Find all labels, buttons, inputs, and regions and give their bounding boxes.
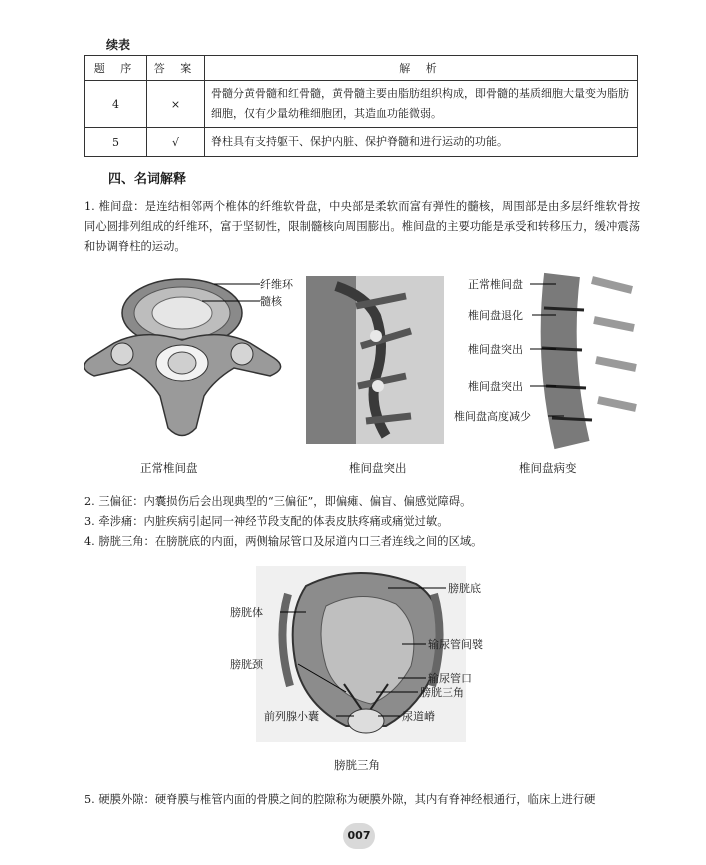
col-header-explanation: 解 析: [205, 56, 638, 81]
row-explanation: 脊柱具有支持躯干、保护内脏、保护脊髓和进行运动的功能。: [205, 128, 638, 157]
caption-bladder-trigone: 膀胱三角: [334, 758, 380, 772]
label-disc-herniation-2: 椎间盘突出: [468, 380, 523, 393]
row-answer: √: [147, 128, 205, 157]
label-annulus-fibrosus: 纤维环: [260, 278, 293, 291]
label-disc-degeneration: 椎间盘退化: [468, 309, 523, 322]
col-header-answer: 答 案: [147, 56, 205, 81]
definition-item-3: 3. 牵涉痛：内脏疾病引起同一神经节段支配的体表皮肤疼痛或痛觉过敏。: [84, 515, 449, 528]
section-title: 四、名词解释: [108, 172, 187, 187]
label-disc-herniation-1: 椎间盘突出: [468, 343, 523, 356]
label-nucleus-pulposus: 髓核: [260, 295, 282, 308]
continue-label: 续表: [106, 38, 131, 52]
col-header-number: 题 序: [85, 56, 147, 81]
label-bladder-fundus: 膀胱底: [448, 582, 481, 595]
label-ureter-orifice: 输尿管口: [428, 672, 472, 685]
row-answer: ×: [147, 81, 205, 128]
page-number: 007: [343, 823, 375, 849]
label-normal-disc: 正常椎间盘: [468, 278, 523, 291]
row-number: 5: [85, 128, 147, 157]
caption-disc-herniation: 椎间盘突出: [349, 461, 407, 475]
caption-normal-disc: 正常椎间盘: [140, 461, 198, 475]
table-row: [85, 128, 638, 157]
row-number: 4: [85, 81, 147, 128]
figure-bladder-trigone: [226, 566, 496, 742]
label-bladder-neck: 膀胱颈: [230, 658, 263, 671]
spine-herniation-illustration: [306, 276, 444, 444]
definition-item-1: 1. 椎间盘：是连结相邻两个椎体的纤维软骨盘，中央部是柔软而富有弹性的髓核，周围部是由多层纤维软骨按同心圆排列组成的纤维环，富于坚韧性，限制髓核向周围膨出。椎间盘的主要功能是承受和转移压力，缓冲震荡和协调脊柱的运动。: [84, 200, 640, 253]
table-header-row: [85, 56, 638, 81]
definition-item-2: 2. 三偏征：内囊损伤后会出现典型的“三偏征”，即偏瘫、偏盲、偏感觉障碍。: [84, 495, 472, 508]
definition-item-4: 4. 膀胱三角：在膀胱底的内面，两侧输尿管口及尿道内口三者连线之间的区域。: [84, 535, 483, 548]
answer-table: [84, 55, 638, 157]
label-bladder-body: 膀胱体: [230, 606, 263, 619]
figure-disc-herniation: [306, 276, 444, 444]
table-row: [85, 81, 638, 128]
label-trigone: 膀胱三角: [420, 686, 464, 699]
row-explanation: 骨髓分黄骨髓和红骨髓，黄骨髓主要由脂肪组织构成，即骨髓的基质细胞大量变为脂肪细胞，仅有少量幼稚细胞团，其造血功能微弱。: [205, 81, 638, 128]
label-disc-height-loss: 椎间盘高度减少: [454, 410, 531, 423]
label-urethral-crest: 尿道嵴: [402, 710, 435, 723]
label-interureteric-fold: 输尿管间襞: [428, 638, 483, 651]
caption-disc-lesion: 椎间盘病变: [519, 461, 577, 475]
label-prostatic-utricle: 前列腺小囊: [264, 710, 319, 723]
figure-disc-lesion: [452, 270, 638, 450]
figure-normal-disc: [84, 268, 310, 448]
definition-item-5: 5. 硬膜外隙：硬脊膜与椎管内面的骨膜之间的腔隙称为硬膜外隙，其内有脊神经根通行，临床上进行硬: [84, 793, 596, 806]
